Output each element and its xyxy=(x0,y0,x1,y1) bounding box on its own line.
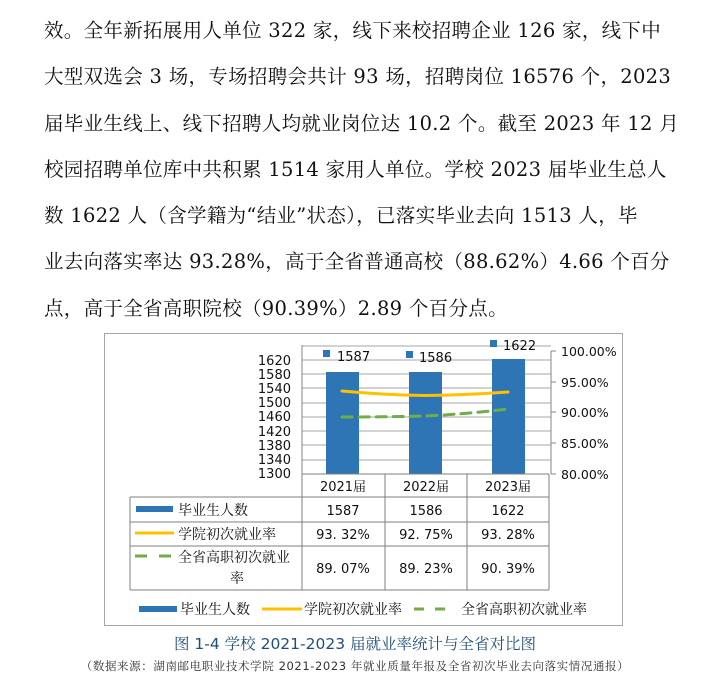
legend-item: 学院初次就业率 xyxy=(304,602,402,618)
paragraph-line: 点，高于全省高职院校（90.39%）2.89 个百分点。 xyxy=(44,296,508,320)
legend-bar-icon xyxy=(139,606,177,612)
table-header-cell: 2022届 xyxy=(402,480,450,495)
label-marker-icon xyxy=(406,351,413,358)
paragraph-line: 业去向落实率达 93.28%，高于全省普通高校（88.62%）4.66 个百分 xyxy=(44,250,670,274)
right-axis-labels xyxy=(561,344,617,482)
bar-series xyxy=(326,359,525,474)
bar-2021 xyxy=(326,372,359,474)
left-tick: 1620 xyxy=(257,354,291,369)
legend-item: 毕业生人数 xyxy=(180,602,250,618)
paragraph-line: 效。全年新拓展用人单位 322 家，线下来校招聘企业 126 家，线下中 xyxy=(44,19,662,42)
legend-item: 全省高职初次就业率 xyxy=(461,602,587,618)
table-cell: 92. 75% xyxy=(399,528,453,543)
paragraph-line: 数 1622 人（含学籍为“结业”状态），已落实毕业去向 1513 人，毕 xyxy=(44,204,638,228)
bar-2022 xyxy=(409,372,442,474)
left-tick: 1580 xyxy=(257,368,291,383)
bar-2023 xyxy=(492,359,525,474)
right-tick: 100.00% xyxy=(561,344,617,359)
figure-caption: 图 1-4 学校 2021-2023 届就业率统计与全省对比图 xyxy=(173,635,536,653)
left-tick: 1460 xyxy=(257,410,291,425)
table-row-label-wrap: 率 xyxy=(230,571,244,587)
table-cell: 1622 xyxy=(491,504,525,519)
right-tick: 80.00% xyxy=(561,467,609,482)
table-cell: 1587 xyxy=(326,504,360,519)
left-tick: 1300 xyxy=(257,467,291,482)
left-tick: 1540 xyxy=(257,382,291,397)
right-axis-ticks xyxy=(551,351,556,474)
table-cell: 89. 23% xyxy=(399,562,453,577)
paragraph-line: 校园招聘单位库中共积累 1514 家用人单位。学校 2023 届毕业生总人 xyxy=(44,157,667,181)
bar-label: 1587 xyxy=(337,350,371,365)
label-marker-icon xyxy=(490,340,497,347)
paragraph-line: 大型双选会 3 场，专场招聘会共计 93 场，招聘岗位 16576 个，2023 xyxy=(44,65,672,89)
paragraph-line: 届毕业生线上、线下招聘人均就业岗位达 10.2 个。截至 2023 年 12 月 xyxy=(44,111,680,135)
table-row-label: 全省高职初次就业 xyxy=(178,550,290,566)
legend-key-bar-icon xyxy=(136,506,173,512)
left-axis-labels xyxy=(258,354,291,482)
table-cell: 89. 07% xyxy=(316,562,370,577)
table-cell: 1586 xyxy=(409,504,443,519)
label-marker-icon xyxy=(323,350,330,357)
table-cell: 93. 28% xyxy=(481,528,535,543)
right-tick: 90.00% xyxy=(561,405,609,420)
right-tick: 95.00% xyxy=(561,375,609,390)
figure-source: （数据来源：湖南邮电职业技术学院 2021-2023 年就业质量年报及全省初次毕业去向落实情况通报） xyxy=(80,659,630,673)
left-tick: 1420 xyxy=(257,425,291,440)
table-header-cell: 2021届 xyxy=(319,480,367,495)
table-row-label: 学院初次就业率 xyxy=(178,527,276,543)
left-tick: 1500 xyxy=(257,396,291,411)
table-header xyxy=(320,480,531,495)
left-tick: 1340 xyxy=(257,453,291,468)
table-cell: 93. 32% xyxy=(316,528,370,543)
bar-label: 1586 xyxy=(419,351,453,366)
legend xyxy=(139,601,587,618)
table-header-cell: 2023届 xyxy=(484,480,532,495)
table-cell: 90. 39% xyxy=(481,562,535,577)
right-tick: 85.00% xyxy=(561,436,609,451)
table-row-label: 毕业生人数 xyxy=(178,503,248,519)
left-tick: 1380 xyxy=(257,439,291,454)
bar-label: 1622 xyxy=(503,339,537,354)
